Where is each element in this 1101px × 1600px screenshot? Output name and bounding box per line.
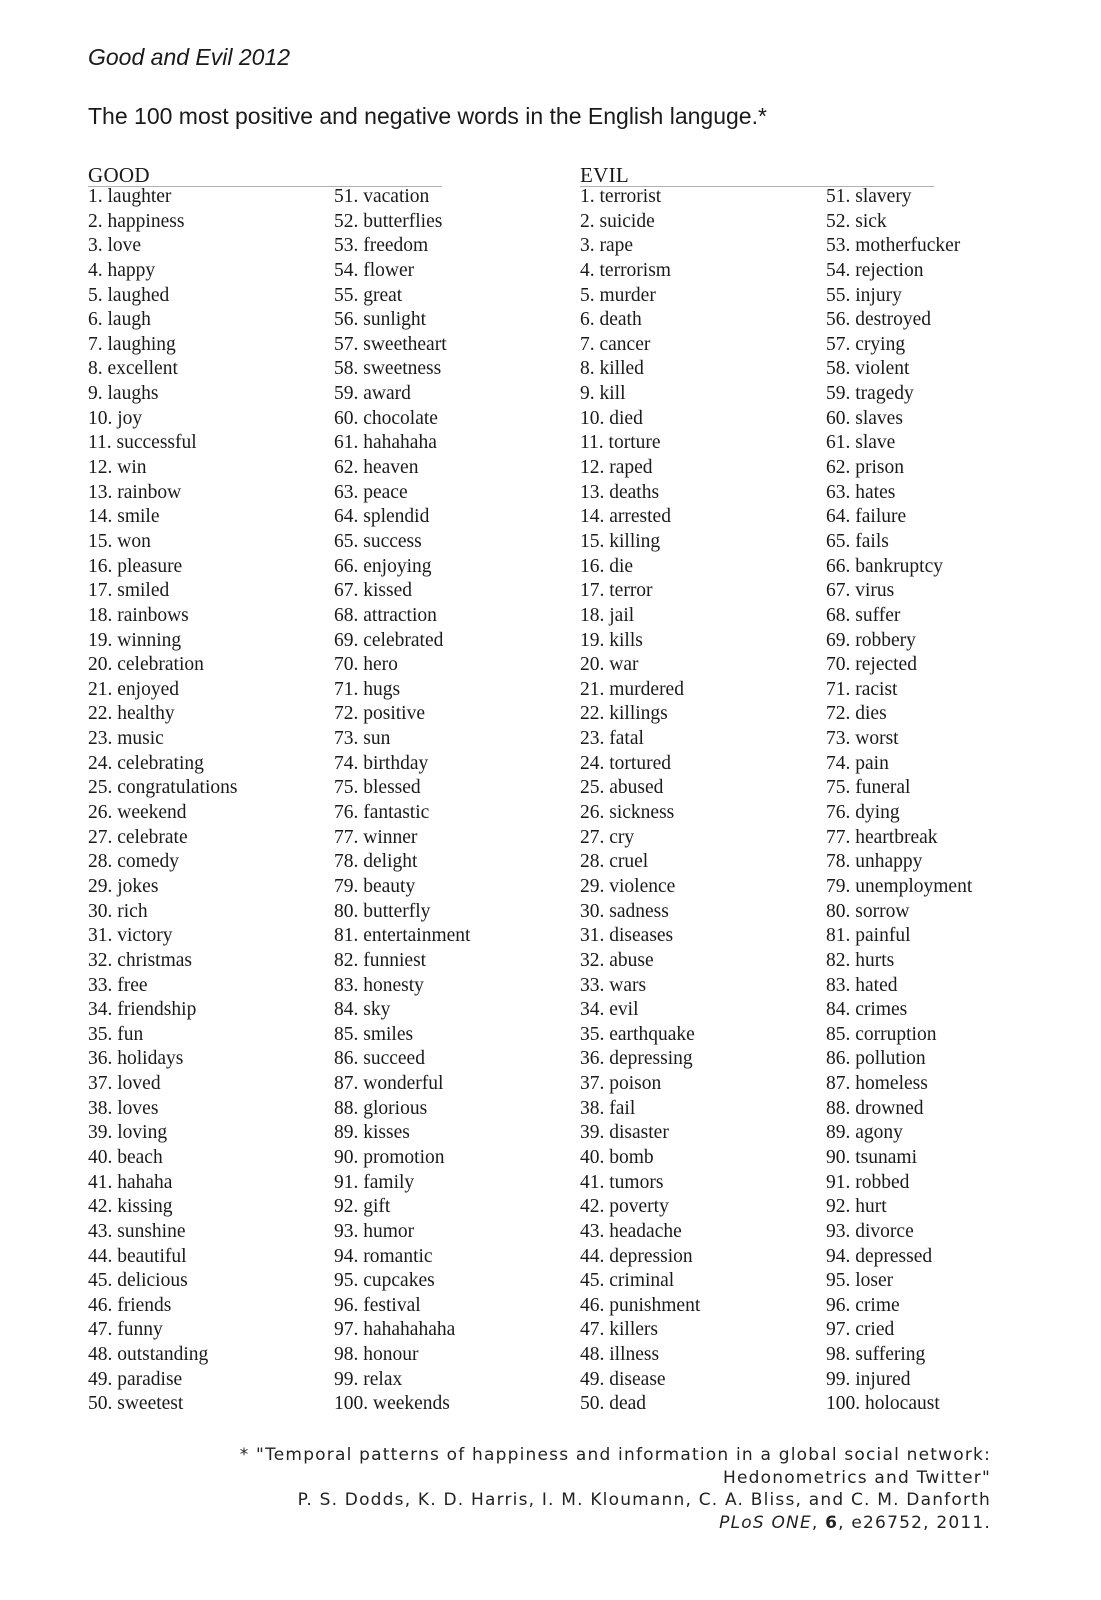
evil-word-item: 90. tsunami [826, 1146, 917, 1168]
good-word-item: 17. smiled [88, 580, 170, 602]
evil-word-item: 54. rejection [826, 259, 924, 281]
good-word-item: 92. gift [334, 1196, 391, 1218]
evil-word-item: 72. dies [826, 703, 887, 725]
good-word-item: 81. entertainment [334, 925, 471, 947]
good-word-item: 44. beautiful [88, 1245, 187, 1267]
good-word-item: 7. laughing [88, 333, 176, 355]
evil-word-item: 36. depressing [580, 1048, 693, 1070]
evil-word-item: 94. depressed [826, 1245, 933, 1267]
evil-word-item: 42. poverty [580, 1196, 669, 1218]
evil-word-item: 71. racist [826, 678, 898, 700]
evil-word-item: 58. violent [826, 358, 910, 380]
good-heading: GOOD [88, 163, 150, 187]
good-word-item: 84. sky [334, 999, 391, 1021]
evil-word-item: 61. slave [826, 432, 896, 454]
evil-word-item: 44. depression [580, 1245, 693, 1267]
good-word-item: 99. relax [334, 1368, 403, 1390]
good-word-item: 62. heaven [334, 457, 419, 479]
good-word-item: 67. kissed [334, 580, 412, 602]
good-word-item: 66. enjoying [334, 555, 432, 577]
evil-column-1 [580, 185, 700, 1417]
evil-heading: EVIL [580, 163, 630, 187]
evil-word-item: 56. destroyed [826, 309, 932, 331]
evil-word-item: 83. hated [826, 974, 898, 996]
good-word-item: 95. cupcakes [334, 1270, 435, 1292]
evil-word-item: 88. drowned [826, 1097, 924, 1119]
evil-word-item: 24. tortured [580, 752, 671, 774]
good-word-item: 3. love [88, 235, 142, 257]
evil-word-item: 18. jail [580, 604, 635, 626]
evil-word-item: 8. killed [580, 358, 644, 380]
evil-word-item: 9. kill [580, 383, 626, 405]
citation-footnote [240, 1444, 991, 1534]
evil-word-item: 49. disease [580, 1368, 666, 1390]
evil-word-item: 76. dying [826, 802, 900, 824]
evil-word-item: 7. cancer [580, 333, 651, 355]
good-word-item: 31. victory [88, 925, 173, 947]
evil-word-item: 4. terrorism [580, 259, 671, 281]
evil-word-item: 92. hurt [826, 1196, 887, 1218]
evil-word-item: 87. homeless [826, 1073, 928, 1095]
evil-word-item: 27. cry [580, 826, 635, 848]
evil-word-item: 43. headache [580, 1220, 682, 1242]
good-word-item: 9. laughs [88, 383, 159, 405]
citation-journal-line: PLoS ONE, 6, e26752, 2011. [719, 1512, 991, 1533]
good-word-item: 49. paradise [88, 1368, 183, 1390]
evil-word-item: 68. suffer [826, 604, 901, 626]
good-word-item: 97. hahahahaha [334, 1319, 456, 1341]
evil-word-item: 79. unemployment [826, 875, 973, 897]
good-word-item: 12. win [88, 457, 147, 479]
evil-word-item: 85. corruption [826, 1023, 937, 1045]
good-word-item: 40. beach [88, 1146, 163, 1168]
good-word-item: 25. congratulations [88, 777, 238, 799]
evil-word-item: 46. punishment [580, 1294, 701, 1316]
good-word-item: 16. pleasure [88, 555, 183, 577]
good-word-item: 75. blessed [334, 777, 421, 799]
evil-word-item: 84. crimes [826, 999, 908, 1021]
good-word-item: 36. holidays [88, 1048, 184, 1070]
good-word-item: 37. loved [88, 1073, 161, 1095]
evil-word-item: 38. fail [580, 1097, 636, 1119]
good-word-item: 20. celebration [88, 654, 204, 676]
good-word-item: 51. vacation [334, 186, 430, 207]
good-word-item: 82. funniest [334, 949, 427, 971]
evil-word-item: 66. bankruptcy [826, 555, 943, 577]
document-subtitle: The 100 most positive and negative words in the English languge.* [88, 103, 767, 129]
evil-word-item: 23. fatal [580, 728, 644, 750]
evil-word-item: 22. killings [580, 703, 668, 725]
evil-heading-rule [580, 160, 934, 187]
good-word-item: 13. rainbow [88, 481, 182, 503]
good-word-item: 83. honesty [334, 974, 424, 996]
evil-word-item: 3. rape [580, 235, 634, 257]
evil-word-item: 32. abuse [580, 949, 654, 971]
good-word-item: 29. jokes [88, 875, 159, 897]
good-word-item: 10. joy [88, 407, 143, 429]
good-word-item: 47. funny [88, 1319, 163, 1341]
evil-word-item: 41. tumors [580, 1171, 664, 1193]
good-word-item: 74. birthday [334, 752, 429, 774]
good-word-item: 41. hahaha [88, 1171, 173, 1193]
good-word-item: 70. hero [334, 654, 398, 676]
good-word-item: 30. rich [88, 900, 148, 922]
evil-word-item: 40. bomb [580, 1146, 654, 1168]
evil-word-item: 80. sorrow [826, 900, 910, 922]
good-word-item: 46. friends [88, 1294, 172, 1316]
evil-words-section [580, 160, 973, 1415]
evil-word-item: 13. deaths [580, 481, 660, 503]
good-word-item: 39. loving [88, 1122, 168, 1144]
good-word-item: 100. weekends [334, 1393, 450, 1415]
evil-word-item: 81. painful [826, 925, 911, 947]
good-word-item: 80. butterfly [334, 900, 431, 922]
evil-word-item: 62. prison [826, 457, 904, 479]
evil-word-item: 30. sadness [580, 900, 669, 922]
good-word-item: 64. splendid [334, 506, 430, 528]
good-word-item: 91. family [334, 1171, 415, 1193]
good-word-item: 53. freedom [334, 235, 429, 257]
good-word-item: 23. music [88, 728, 164, 750]
good-word-item: 28. comedy [88, 851, 179, 873]
good-word-item: 96. festival [334, 1294, 421, 1316]
good-word-item: 34. friendship [88, 999, 197, 1021]
good-word-item: 8. excellent [88, 358, 178, 380]
good-words-section [88, 160, 471, 1415]
good-word-item: 87. wonderful [334, 1073, 444, 1095]
evil-word-item: 89. agony [826, 1122, 903, 1144]
evil-word-item: 73. worst [826, 728, 899, 750]
good-word-item: 63. peace [334, 481, 408, 503]
citation-volume: 6 [825, 1512, 839, 1533]
evil-word-item: 35. earthquake [580, 1023, 695, 1045]
evil-word-item: 77. heartbreak [826, 826, 938, 848]
good-word-item: 4. happy [88, 259, 156, 281]
evil-word-item: 70. rejected [826, 654, 917, 676]
good-word-item: 14. smile [88, 506, 160, 528]
good-word-item: 43. sunshine [88, 1220, 186, 1242]
good-word-item: 1. laughter [88, 186, 172, 207]
evil-word-item: 20. war [580, 654, 639, 676]
evil-word-item: 95. loser [826, 1270, 894, 1292]
evil-word-item: 75. funeral [826, 777, 911, 799]
evil-word-item: 19. kills [580, 629, 643, 651]
evil-word-item: 48. illness [580, 1344, 660, 1366]
evil-word-item: 14. arrested [580, 506, 671, 528]
good-word-item: 15. won [88, 530, 151, 552]
evil-word-item: 26. sickness [580, 802, 675, 824]
good-word-item: 18. rainbows [88, 604, 189, 626]
good-word-item: 2. happiness [88, 210, 185, 232]
good-word-item: 38. loves [88, 1097, 159, 1119]
evil-word-item: 10. died [580, 407, 643, 429]
evil-word-item: 59. tragedy [826, 383, 914, 405]
citation-authors: P. S. Dodds, K. D. Harris, I. M. Kloumann, C. A. Bliss, and C. M. Danforth [297, 1490, 991, 1510]
evil-word-item: 78. unhappy [826, 851, 923, 873]
evil-word-item: 2. suicide [580, 210, 655, 232]
evil-word-item: 60. slaves [826, 407, 903, 429]
good-word-item: 93. humor [334, 1220, 415, 1242]
good-column-2 [334, 185, 470, 1417]
good-word-item: 89. kisses [334, 1122, 410, 1144]
evil-word-item: 1. terrorist [580, 186, 662, 207]
good-word-item: 68. attraction [334, 604, 437, 626]
evil-word-item: 67. virus [826, 580, 895, 602]
good-word-item: 78. delight [334, 851, 418, 873]
evil-word-item: 45. criminal [580, 1270, 675, 1292]
evil-word-item: 34. evil [580, 999, 639, 1021]
good-word-item: 90. promotion [334, 1146, 445, 1168]
evil-word-item: 39. disaster [580, 1122, 669, 1144]
evil-word-item: 21. murdered [580, 678, 684, 700]
evil-word-item: 6. death [580, 309, 642, 331]
evil-word-item: 31. diseases [580, 925, 674, 947]
evil-word-item: 15. killing [580, 530, 661, 552]
evil-word-item: 28. cruel [580, 851, 649, 873]
evil-word-item: 91. robbed [826, 1171, 910, 1193]
evil-word-item: 5. murder [580, 284, 656, 306]
good-word-item: 48. outstanding [88, 1344, 209, 1366]
good-word-item: 59. award [334, 383, 411, 405]
good-word-item: 54. flower [334, 259, 415, 281]
evil-word-item: 82. hurts [826, 949, 895, 971]
good-word-item: 85. smiles [334, 1023, 414, 1045]
good-word-item: 26. weekend [88, 802, 187, 824]
good-word-item: 88. glorious [334, 1097, 428, 1119]
citation-journal: PLoS ONE [719, 1512, 812, 1533]
good-word-item: 98. honour [334, 1344, 419, 1366]
good-word-item: 11. successful [88, 432, 197, 454]
good-word-item: 27. celebrate [88, 826, 188, 848]
evil-word-item: 98. suffering [826, 1344, 926, 1366]
document-title: Good and Evil 2012 [88, 44, 291, 70]
good-column-1 [88, 185, 237, 1417]
evil-word-item: 53. motherfucker [826, 235, 961, 257]
good-word-item: 65. success [334, 530, 422, 552]
evil-word-item: 11. torture [580, 432, 661, 454]
evil-word-item: 50. dead [580, 1393, 647, 1415]
good-word-item: 19. winning [88, 629, 182, 651]
good-word-item: 77. winner [334, 826, 418, 848]
evil-word-item: 97. cried [826, 1319, 895, 1341]
evil-word-item: 17. terror [580, 580, 653, 602]
evil-word-item: 37. poison [580, 1073, 662, 1095]
good-word-item: 24. celebrating [88, 752, 204, 774]
good-word-item: 56. sunlight [334, 309, 427, 331]
evil-word-item: 51. slavery [826, 186, 912, 207]
good-word-item: 55. great [334, 284, 403, 306]
evil-word-item: 100. holocaust [826, 1393, 940, 1415]
good-heading-rule [88, 160, 442, 187]
citation-rest: , e26752, 2011. [838, 1512, 991, 1533]
good-word-item: 61. hahahaha [334, 432, 437, 454]
evil-word-item: 33. wars [580, 974, 647, 996]
evil-word-item: 25. abused [580, 777, 664, 799]
good-word-item: 42. kissing [88, 1196, 173, 1218]
good-word-item: 76. fantastic [334, 802, 430, 824]
evil-word-item: 47. killers [580, 1319, 658, 1341]
evil-word-item: 64. failure [826, 506, 907, 528]
good-word-item: 71. hugs [334, 678, 401, 700]
good-word-item: 6. laugh [88, 309, 151, 331]
evil-word-item: 99. injured [826, 1368, 911, 1390]
evil-column-2 [826, 185, 972, 1417]
evil-word-item: 12. raped [580, 457, 653, 479]
good-word-item: 5. laughed [88, 284, 170, 306]
good-word-item: 21. enjoyed [88, 678, 179, 700]
evil-word-item: 86. pollution [826, 1048, 926, 1070]
evil-word-item: 52. sick [826, 210, 887, 232]
good-word-item: 35. fun [88, 1023, 144, 1045]
good-word-item: 57. sweetheart [334, 333, 447, 355]
evil-word-item: 57. crying [826, 333, 906, 355]
good-word-item: 69. celebrated [334, 629, 444, 651]
good-word-item: 50. sweetest [88, 1393, 184, 1415]
evil-word-item: 16. die [580, 555, 634, 577]
good-word-item: 60. chocolate [334, 407, 438, 429]
good-word-item: 58. sweetness [334, 358, 442, 380]
good-word-item: 32. christmas [88, 949, 192, 971]
evil-word-item: 29. violence [580, 875, 676, 897]
evil-word-item: 74. pain [826, 752, 889, 774]
evil-word-item: 55. injury [826, 284, 902, 306]
good-word-item: 33. free [88, 974, 148, 996]
citation-line-1: * "Temporal patterns of happiness and information in a global social network: [239, 1445, 991, 1465]
good-word-item: 72. positive [334, 703, 425, 725]
evil-word-item: 63. hates [826, 481, 896, 503]
evil-word-item: 65. fails [826, 530, 889, 552]
good-word-item: 22. healthy [88, 703, 175, 725]
good-word-item: 94. romantic [334, 1245, 433, 1267]
good-word-item: 79. beauty [334, 875, 416, 897]
good-word-item: 86. succeed [334, 1048, 425, 1070]
evil-word-item: 96. crime [826, 1294, 900, 1316]
citation-line-2: Hedonometrics and Twitter" [723, 1467, 991, 1488]
good-word-item: 45. delicious [88, 1270, 188, 1292]
evil-word-item: 69. robbery [826, 629, 916, 651]
evil-word-item: 93. divorce [826, 1220, 914, 1242]
good-word-item: 73. sun [334, 728, 391, 750]
good-word-item: 52. butterflies [334, 210, 443, 232]
